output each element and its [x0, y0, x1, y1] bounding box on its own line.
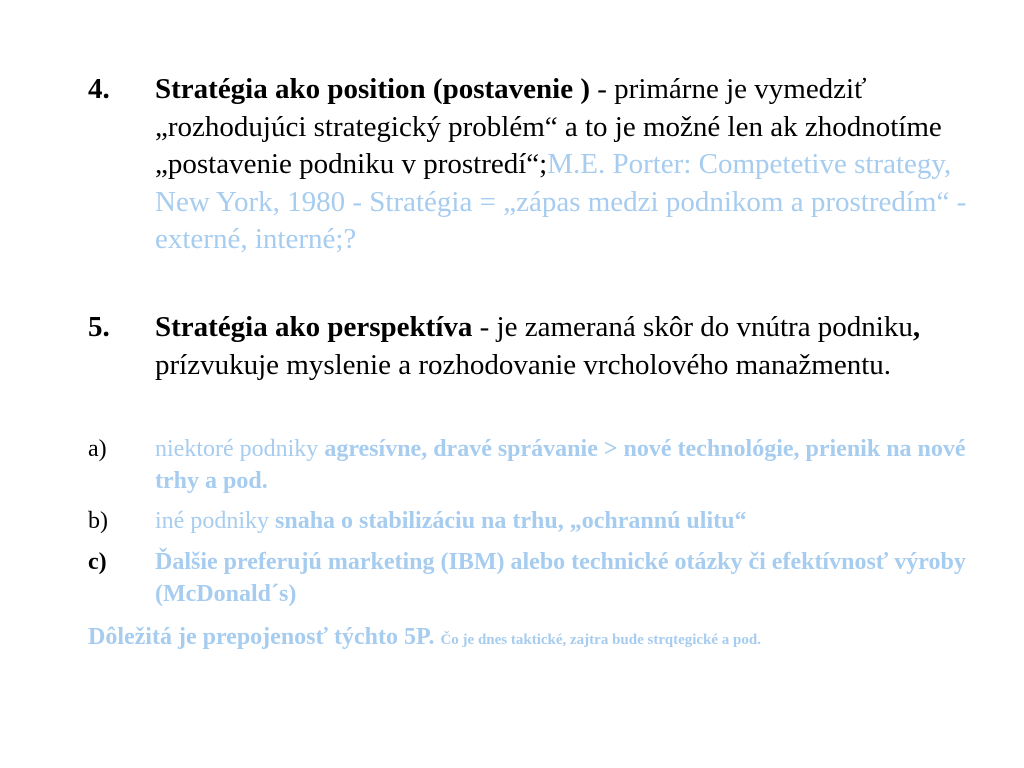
- sub-item-c: [88, 546, 993, 610]
- summary-small: Čo je dnes taktické, zajtra bude strqtegické a pod.: [440, 632, 761, 648]
- sub-b-lead: iné podniky: [155, 508, 275, 534]
- summary-main: Dôležitá je prepojenosť týchto 5P.: [88, 624, 441, 650]
- list-number-5: 5.: [88, 311, 110, 343]
- sub-marker-c: c): [88, 549, 107, 575]
- item-5-comma: ,: [912, 311, 921, 343]
- item-4-text: - primárne je vymedziť „rozhodujúci strategický problém“ a to je možné len ak zhodnotíme „postavenie podniku v prostredí“;: [155, 73, 942, 180]
- list-number-4: 4.: [88, 73, 110, 105]
- list-item-4-body: [155, 71, 993, 259]
- sub-item-b: [88, 505, 993, 537]
- summary-paragraph: [88, 621, 993, 653]
- item-5-text-part1: - je zameraná skôr do vnútra podniku: [472, 311, 913, 343]
- sub-item-a: [88, 433, 993, 497]
- item-4-reference: M.E. Porter: Competetive strategy, New York, 1980 - Stratégia = „zápas medzi podnikom a prostredím“ - externé, interné;?: [155, 148, 967, 255]
- sub-marker-b: b): [88, 508, 108, 534]
- item-5-heading: Stratégia ako perspektíva: [155, 311, 473, 343]
- sub-c-emphasis: Ďalšie preferujú marketing (IBM) alebo technické otázky či efektívnosť výroby (McDonald´s): [155, 549, 966, 607]
- sub-marker-a: a): [88, 436, 107, 462]
- sub-a-lead: niektoré podniky: [155, 436, 325, 462]
- sub-item-b-body: [155, 505, 993, 537]
- sub-a-emphasis: agresívne, dravé správanie > nové technológie, prienik na nové trhy a pod.: [155, 436, 966, 494]
- summary-body: [88, 621, 993, 653]
- sub-b-emphasis: snaha o stabilizáciu na trhu, „ochrannú ulitu“: [275, 508, 747, 534]
- sub-item-c-body: [155, 546, 993, 610]
- item-4-heading: Stratégia ako position (postavenie ): [155, 73, 590, 105]
- list-item-4: [88, 71, 993, 259]
- list-item-5-body: [155, 309, 993, 384]
- list-item-5: [88, 309, 993, 384]
- item-5-text-part2: prízvukuje myslenie a rozhodovanie vrcholového manažmentu.: [155, 348, 892, 381]
- sub-item-a-body: [155, 433, 993, 497]
